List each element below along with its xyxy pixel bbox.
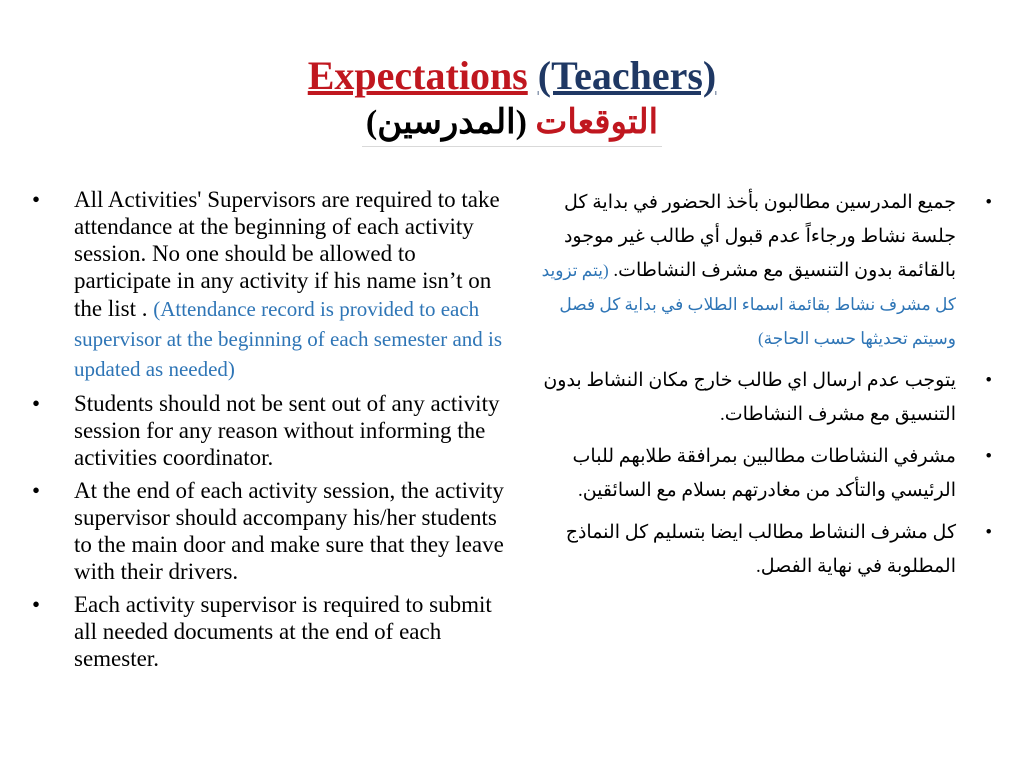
list-item [30, 477, 506, 585]
title-divider [362, 146, 662, 147]
bullet-icon: • [985, 522, 992, 543]
list-item [30, 186, 506, 384]
title-arabic-main: التوقعات [535, 104, 659, 141]
item-note: (Attendance record is provided to each supervisor at the beginning of each semester and is updated as needed) [74, 297, 503, 381]
list-item [528, 516, 996, 584]
item-text: Each activity supervisor is required to submit all needed documents at the end of each semester. [74, 592, 492, 671]
bullet-icon: • [985, 446, 992, 467]
list-item [528, 440, 996, 508]
item-text: At the end of each activity session, the activity supervisor should accompany his/her students to the main door and make sure that they leave with their drivers. [74, 478, 504, 584]
english-bullet-list [30, 186, 506, 672]
item-text: مشرفي النشاطات مطالبين بمرافقة طلابهم للباب الرئيسي والتأكد من مغادرتهم بسلام مع السائقين. [572, 446, 956, 501]
item-note: (يتم تزويد كل مشرف نشاط بقائمة اسماء الطلاب في بداية كل فصل وسيتم تحديثها حسب الحاجة) [541, 261, 956, 348]
item-text: جميع المدرسين مطالبون بأخذ الحضور في بداية كل جلسة نشاط ورجاءاً عدم قبول أي طالب غير موجود بالقائمة بدون التنسيق مع مشرف النشاطات. [563, 192, 956, 281]
list-item [30, 390, 506, 471]
item-text: يتوجب عدم ارسال اي طالب خارج مكان النشاط بدون التنسيق مع مشرف النشاطات. [543, 370, 956, 425]
arabic-column [528, 186, 996, 592]
bullet-icon: • [32, 391, 41, 416]
bullet-icon: • [32, 187, 41, 212]
arabic-bullet-list [528, 186, 996, 584]
item-text: All Activities' Supervisors are required to take attendance at the beginning of each activity session. No one should be allowed to participate in any activity if his name isn’t on the list . [74, 187, 500, 321]
slide-title [0, 52, 1024, 147]
title-arabic [0, 100, 1024, 146]
bullet-icon: • [985, 370, 992, 391]
title-arabic-sub: (المدرسين) [365, 104, 527, 141]
list-item [30, 591, 506, 672]
item-text: كل مشرف النشاط مطالب ايضا بتسليم كل النماذج المطلوبة في نهاية الفصل. [565, 522, 956, 577]
bullet-icon: • [985, 192, 992, 213]
title-english [0, 52, 1024, 100]
english-column [30, 186, 506, 678]
list-item [528, 364, 996, 432]
title-english-main: Expectations [307, 53, 528, 98]
list-item [528, 186, 996, 356]
bullet-icon: • [32, 592, 41, 617]
title-english-sub: (Teachers) [537, 53, 717, 98]
item-text: Students should not be sent out of any activity session for any reason without informing the activities coordinator. [74, 391, 500, 470]
bullet-icon: • [32, 478, 41, 503]
